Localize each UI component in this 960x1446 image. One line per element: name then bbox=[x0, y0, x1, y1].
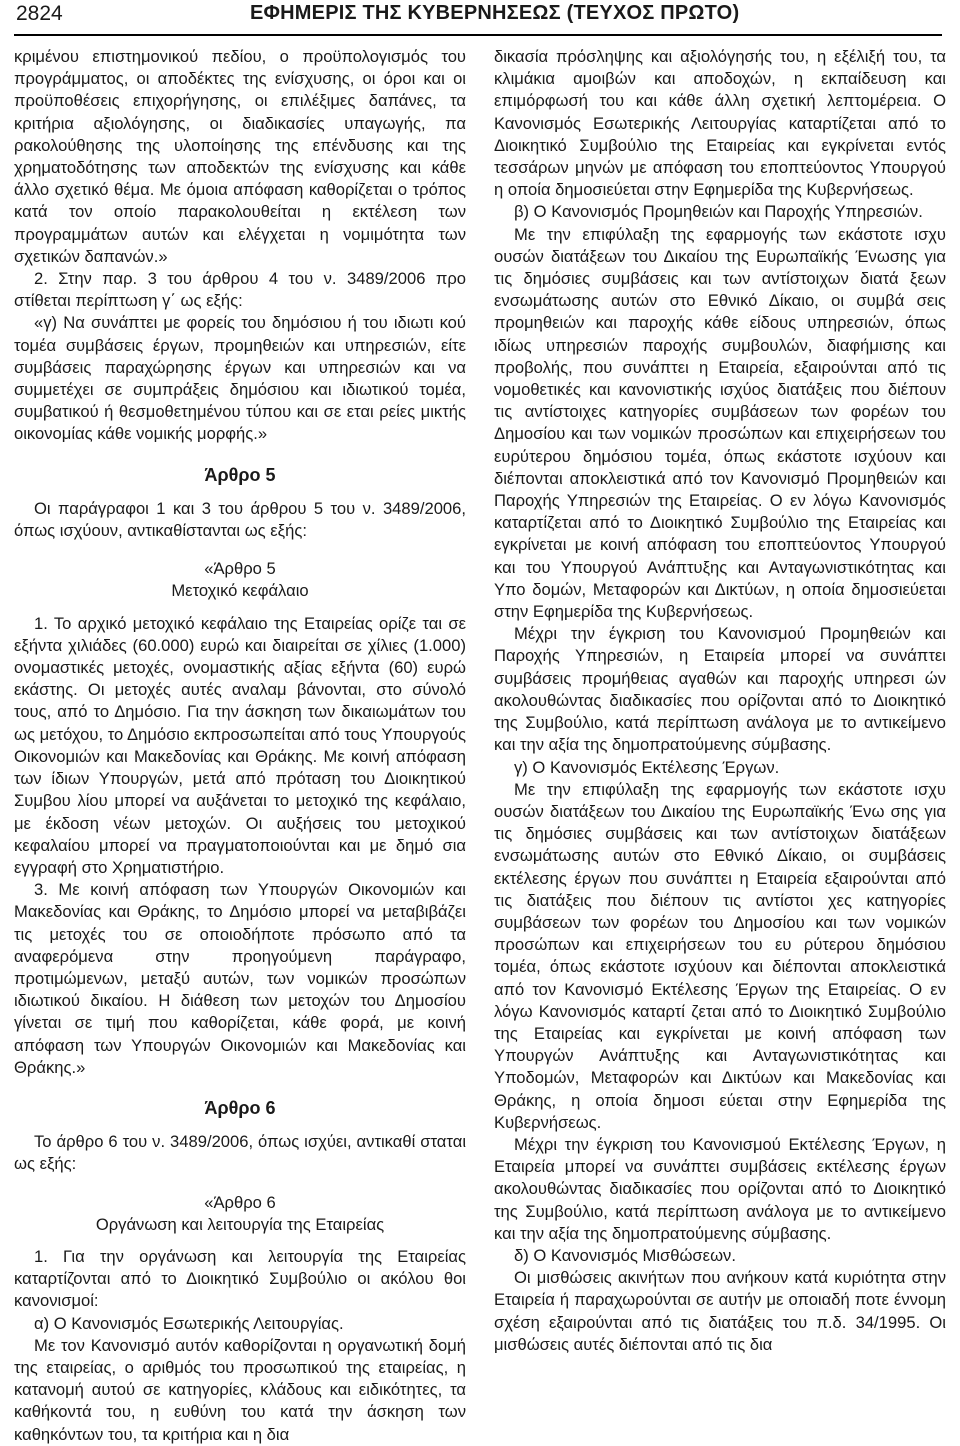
paragraph: α) Ο Κανονισμός Εσωτερικής Λειτουργίας. bbox=[34, 1313, 344, 1333]
paragraph: Με την επιφύλαξη της εφαρμογής των εκάστοτε ισχυ ουσών διατάξεων του Δικαίου της Ευρωπαϊκής Ένω σης για τις δημόσιες συμβάσεις και των αντίστοιχων διατάξεων ενσωμάτωσης αυτών στο Εθνικό Δίκαιο, οι συμβάσεις εκτέλεσης έργων που συνάπτει η Εταιρεία εξαιρούνται από τις διατάξεις που διέπουν τις αντίστοι χες κατηγορίες συμβάσεων των φορέων του Δημοσίου και των νομικών προσώπων και επιχειρήσεων του ευ ρύτερου δημόσιου τομέα, όπως εκάστοτε ισχύουν και διέπονται αποκλειστικά από τον Κανονισμό Εκτέλεσης Έργων της Εταιρείας. Ο εν λόγω Κανονισμός καταρτί ζεται από το Διοικητικό Συμβούλιο της Εταιρείας και εγκρίνεται με κοινή απόφαση των Υπουργών Ανάπτυξης και Ανταγωνιστικότητας και Υποδομών, Μεταφορών και Δικτύων και Μακεδονίας και Θράκης, η οποία δημοσι εύεται στην Εφημερίδα της Κυβερνήσεως. bbox=[494, 779, 946, 1132]
paragraph: δ) Ο Κανονισμός Μισθώσεων. bbox=[514, 1245, 736, 1265]
paragraph: Μέχρι την έγκριση του Κανονισμού Εκτέλεσης Έργων, η Εταιρεία μπορεί να συνάπτει συμβάσεις εκτέλεσης έργων ακολουθώντας διαδικασίες που ορίζονται από το Διοικητικό της Συμβούλιο, κατά περίπτωση ανάλογα με το αντικείμενο και την αξία της δημοπρατούμενης σύμβασης. bbox=[494, 1134, 946, 1243]
paragraph: 1. Το αρχικό μετοχικό κεφάλαιο της Εταιρείας ορίζε ται σε εξήντα χιλιάδες (60.000) ευρώ και διαιρείται σε χίλιες (1.000) ονομαστικές μετοχές, ονομαστικής αξίας εξήντα (60) ευρώ εκάστης. Οι μετοχές αυτές αναλαμ βάνονται, στο σύνολό τους, από το Δημόσιο. Για την άσκηση των δικαιωμάτων του ως μετόχου, το Δημόσιο εκπροσωπείται από τους Υπουργούς Οικονομιών και Μακεδονίας και Θράκης. Με κοινή απόφαση των ίδιων Υπουργών, μετά από πρόταση του Διοικητικού Συμβου λίου μπορεί να αυξάνεται το μετοχικό της κεφάλαιο, με έκδοση νέων μετοχών. Οι αυξήσεις του μετοχικού κεφαλαίου μπορεί να πραγματοποιούνται και με δημό σια εγγραφή στο Χρηματιστήριο. bbox=[14, 613, 466, 877]
paragraph: 1. Για την οργάνωση και λειτουργία της Εταιρείας καταρτίζονται από το Διοικητικό Συμβούλιο οι ακόλου θοι κανονισμοί: bbox=[14, 1246, 466, 1311]
paragraph: κριμένου επιστημονικού πεδίου, ο προϋπολογισμός του προγράμματος, οι αποδέκτες της ενίσχυσης, οι όροι και οι προϋποθέσεις επιχορήγησης, οι επιλέξιμες δαπάνες, τα κριτήρια αξιολόγησης, οι διαδικασίες υπαγωγής, πα ρακολούθησης της υλοποίησης της επένδυσης και της χρηματοδότησης των αποδεκτών της ενίσχυσης και κάθε άλλο σχετικό θέμα. Με όμοια απόφαση καθορίζεται ο τρόπος κατά τον οποίο παρακολουθείται η εκτέλεση των προγραμμάτων αυτών και ελέγχεται η νομιμότητα των σχετικών δαπανών.» bbox=[14, 47, 466, 266]
article-subtitle: Μετοχικό κεφάλαιο bbox=[171, 581, 309, 601]
right-column bbox=[494, 46, 946, 1356]
page-header bbox=[14, 0, 942, 36]
article-title: «Άρθρο 5 bbox=[204, 559, 276, 579]
journal-title: ΕΦΗΜΕΡΙΣ ΤΗΣ ΚΥΒΕΡΝΗΣΕΩΣ (ΤΕΥΧΟΣ ΠΡΩΤΟ) bbox=[250, 2, 740, 24]
page-number: 2824 bbox=[16, 2, 63, 25]
paragraph: β) Ο Κανονισμός Προμηθειών και Παροχής Υπηρεσιών. bbox=[514, 202, 923, 222]
paragraph: Το άρθρο 6 του ν. 3489/2006, όπως ισχύει, αντικαθί σταται ως εξής: bbox=[14, 1132, 466, 1174]
paragraph: γ) Ο Κανονισμός Εκτέλεσης Έργων. bbox=[514, 757, 780, 777]
paragraph: Οι παράγραφοι 1 και 3 του άρθρου 5 του ν. 3489/2006, όπως ισχύουν, αντικαθίστανται ως εξής: bbox=[14, 498, 466, 541]
paragraph: δικασία πρόσληψης και αξιολόγησής του, η εξέλιξή του, τα κλιμάκια αμοιβών και αποδοχών, η εκπαίδευση και επιμόρφωσή του και κάθε άλλη σχετική λεπτομέρεια. Ο Κανονισμός Εσωτερικής Λειτουργίας καταρτίζεται από το Διοικητικό Συμβούλιο της Εταιρείας και εγκρίνεται εντός τεσσάρων μηνών με απόφαση του εποπτεύοντος Υπουργού η οποία δημοσιεύεται στην Εφημερίδα της Κυβερνήσεως. bbox=[494, 47, 946, 200]
article-title: «Άρθρο 6 bbox=[204, 1192, 276, 1212]
article-heading: Άρθρο 5 bbox=[204, 464, 276, 485]
paragraph: Με τον Κανονισμό αυτόν καθορίζονται η οργανωτική δομή της εταιρείας, ο αριθμός του προσωπικού της εταιρείας, η κατανομή αυτού σε κατηγορίες, κλάδους και ειδικότητες, τα καθήκοντά του, η ευθύνη του κατά την άσκηση των καθηκόντων του, τα κριτήρια και η δια bbox=[14, 1335, 466, 1444]
paragraph: Οι μισθώσεις ακινήτων που ανήκουν κατά κυριότητα στην Εταιρεία ή παραχωρούνται σε αυτήν με οποιαδή ποτε έννομη σχέση εξαιρούνται από τις διατάξεις του π.δ. 34/1995. Οι μισθώσεις αυτές διέπονται από τις δια bbox=[494, 1268, 946, 1354]
paragraph: Μέχρι την έγκριση του Κανονισμού Προμηθειών και Παροχής Υπηρεσιών, η Εταιρεία μπορεί να συνάπτει συμβάσεις προμήθειας αγαθών και παροχής υπηρεσι ών ακολουθώντας διαδικασίες που ορίζονται από το Διοικητικό της Συμβούλιο, κατά περίπτωση ανάλογα με το αντικείμενο και την αξία της δημοπρατούμενης σύμβασης. bbox=[494, 624, 946, 755]
article-subtitle: Οργάνωση και λειτουργία της Εταιρείας bbox=[95, 1214, 385, 1234]
paragraph: Με την επιφύλαξη της εφαρμογής των εκάστοτε ισχυ ουσών διατάξεων του Δικαίου της Ευρωπαϊκής Ένωσης για τις δημόσιες συμβάσεις και των αντίστοιχων διατά ξεων ενσωμάτωσης αυτών στο Εθνικό Δίκαιο, οι συμβά σεις προμηθειών και παροχής κάθε είδους υπηρεσιών, όπως ιδίως υπηρεσιών παροχής συμβουλών, διαφήμισης και προβολής, που συνάπτει η Εταιρεία, εξαιρούνται από τις νομοθετικές και κανονιστικής ισχύος διατάξεις που διέπουν τις αντίστοιχες κατηγορίες συμβάσεων των φορέων του Δημοσίου και των νομικών προσώπων και επιχειρήσεων του ευρύτερου δημόσιου τομέα, όπως εκάστοτε ισχύουν και διέπονται αποκλειστικά από τον Κανονισμό Προμηθειών και Παροχής Υπηρεσιών της Εταιρείας. Ο εν λόγω Κανονισμός καταρτίζεται από το Διοικητικό Συμβούλιο της Εταιρείας και εγκρίνεται με κοινή απόφαση του εποπτεύοντος Υπουργού και του Υπουργού Ανάπτυξης και Ανταγωνιστικότητας και Υπο δομών, Μεταφορών και Δικτύων, η οποία δημοσιεύεται στην Εφημερίδα της Κυβερνήσεως. bbox=[494, 224, 946, 622]
paragraph: 2. Στην παρ. 3 του άρθρου 4 του ν. 3489/2006 προ στίθεται περίπτωση γ΄ ως εξής: bbox=[14, 269, 466, 311]
article-heading: Άρθρο 6 bbox=[204, 1097, 276, 1118]
paragraph: «γ) Να συνάπτει με φορείς του δημόσιου ή του ιδιωτι κού τομέα συμβάσεις έργων, προμηθειών και υπηρεσιών, είτε συμβάσεις παραχώρησης έργων και υπηρεσιών και να συμμετέχει σε συμπράξεις δημόσιου και ιδιωτικού τομέα, συμβατικού ή θεσμοθετημένου τύπου και σε εται ρείες μικτής οικονομίας κάθε νομικής μορφής.» bbox=[14, 313, 466, 444]
left-column bbox=[14, 46, 466, 1446]
paragraph: 3. Με κοινή απόφαση των Υπουργών Οικονομιών και Μακεδονίας και Θράκης, το Δημόσιο μπορεί να μεταβιβάζει τις μετοχές του σε οποιοδήποτε πρόσωπο από τα αναφερόμενα στην προηγούμενη παράγραφο, προτιμώμενων, μεταξύ αυτών, των νομικών προσώπων ιδιωτικού δικαίου. Η διάθεση των μετοχών του Δημοσίου γίνεται σε τιμή που καθορίζεται, κάθε φορά, με κοινή απόφαση των Υπουργών Οικονομιών και Μακεδονίας και Θράκης.» bbox=[14, 880, 466, 1077]
